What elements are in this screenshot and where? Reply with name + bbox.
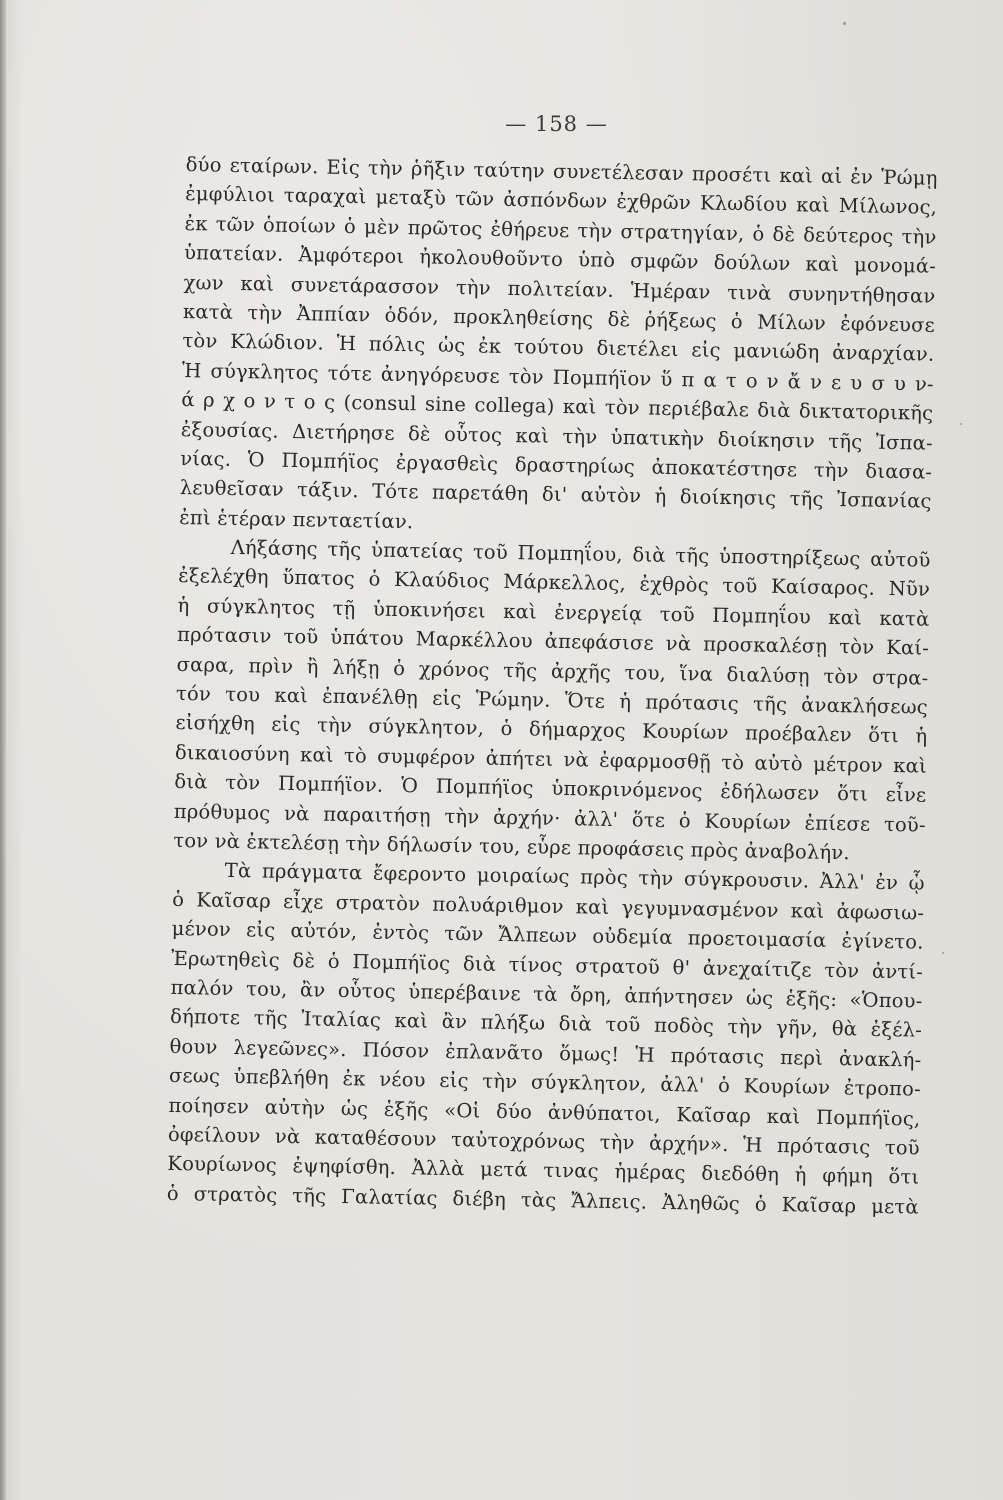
text-line: θουν λεγεῶνες». Πόσον ἐπλανᾶτο ὅμως! Ἡ πρότασις περὶ ἀνακλή- (169, 1034, 922, 1072)
text-line: ὁ Καῖσαρ εἶχε στρατὸν πολυάριθμον καὶ γεγυμνασμένον καὶ ἀφωσιω- (172, 887, 925, 925)
text-line: χων καὶ συνετάρασσον τὴν πολιτείαν. Ἡμέραν τινὰ συνηντήθησαν (183, 270, 936, 308)
paper-speck (942, 952, 944, 954)
body-text (167, 150, 938, 1222)
text-line: Κουρίωνος ἐψηφίσθη. Ἀλλὰ μετά τινας ἡμέρας διεδόθη ἡ φήμη ὅτι (167, 1152, 920, 1189)
paper-speck (843, 22, 846, 25)
text-line: νίας. Ὁ Πομπήϊος ἐργασθεὶς δραστηρίως ἀποκατέστησε τὴν διασα- (180, 446, 933, 484)
text-line: τὸν Κλώδιον. Ἡ πόλις ὡς ἐκ τούτου διετέλει εἰς μανιώδη ἀναρχίαν. (182, 329, 935, 367)
text-line: Ἐρωτηθεὶς δὲ ὁ Πομπήϊος διὰ τίνος στρατοῦ θ' ἀνεχαίτιζε τὸν ἀντί- (170, 946, 924, 984)
text-line: σαρα, πρὶν ἢ λήξῃ ὁ χρόνος τῆς ἀρχῆς του, ἵνα διαλύσῃ τὸν στρα- (176, 652, 929, 690)
text-line: διὰ τὸν Πομπήϊον. Ὁ Πομπήϊος ὑποκρινόμενος ἐδήλωσεν ὅτι εἶνε (174, 770, 927, 807)
text-line: ὁ στρατὸς τῆς Γαλατίας διέβη τὰς Ἄλπεις. Ἀληθῶς ὁ Καῖσαρ μετὰ (166, 1181, 919, 1219)
text-line: ά ρ χ ο ν τ ο ς (consul sine collega) καὶ τὸν περιέβαλε διὰ δικτατορικῆς (181, 388, 934, 425)
text-line: Λήξάσης τῆς ὑπατείας τοῦ Πομπηΐου, διὰ τῆς ὑποστηρίξεως αὐτοῦ (230, 535, 931, 572)
text-line: εἰσήχθη εἰς τὴν σύγκλητον, ὁ δήμαρχος Κουρίων προέβαλεν ὅτι ἡ (175, 711, 928, 749)
text-line: λευθεῖσαν τάξιν. Τότε παρετάθη δι' αὐτὸν ἡ διοίκησις τῆς Ἰσπανίας (179, 476, 932, 514)
text-line: πρόθυμος νὰ παραιτήσῃ τὴν ἀρχήν· ἀλλ' ὅτε ὁ Κουρίων ἐπίεσε τοῦ- (173, 799, 926, 837)
text-line: μένον εἰς αὐτόν, ἐντὸς τῶν Ἄλπεων οὐδεμία προετοιμασία ἐγίνετο. (171, 917, 924, 954)
text-line: ἐκ τῶν ὁποίων ὁ μὲν πρῶτος ἐθήρευε τὴν στρατηγίαν, ὁ δὲ δεύτερος τὴν (184, 211, 937, 249)
text-line: ποίησεν αὐτὴν ὡς ἑξῆς «Οἱ δύο ἀνθύπατοι, Καῖσαρ καὶ Πομπήϊος, (168, 1093, 921, 1131)
text-line: σεως ὑπεβλήθη ἐκ νέου εἰς τὴν σύγκλητον, ἀλλ' ὁ Κουρίων ἐτροπο- (168, 1063, 922, 1101)
page-number: — 158 — (505, 112, 608, 136)
text-line: κατὰ τὴν Ἀππίαν ὁδόν, προκληθείσης δὲ ῥήξεως ὁ Μίλων ἐφόνευσε (182, 299, 936, 337)
text-line: ἐπὶ ἑτέραν πενταετίαν. (179, 505, 414, 533)
text-line: ἡ σύγκλητος τῇ ὑποκινήσει καὶ ἐνεργείᾳ τοῦ Πομπηΐου καὶ κατὰ (177, 593, 930, 631)
text-line: Ἡ σύγκλητος τότε ἀνηγόρευσε τὸν Πομπήϊον ὕ π α τ ο ν ἄ ν ε υ σ υ ν- (181, 358, 935, 396)
text-line: ὀφείλουν νὰ καταθέσουν ταὐτοχρόνως τὴν ἀρχήν». Ἡ πρότασις τοῦ (167, 1122, 921, 1160)
paper-speck (960, 423, 962, 425)
text-line: ἐμφύλιοι ταραχαὶ μεταξὺ τῶν ἀσπόνδων ἐχθρῶν Κλωδίου καὶ Μίλωνος, (184, 182, 938, 220)
binding-edge (0, 0, 6, 1500)
text-line: δύο εταίρων. Εἰς τὴν ῥῆξιν ταύτην συνετέλεσαν προσέτι καὶ αἱ ἐν Ῥώμῃ (185, 152, 938, 190)
text-line: ἐξελέχθη ὕπατος ὁ Κλαύδιος Μάρκελλος, ἐχθρὸς τοῦ Καίσαρος. Νῦν (177, 564, 931, 602)
text-line: παλόν του, ἂν οὗτος ὑπερέβαινε τὰ ὄρη, ἀπήντησεν ὡς ἑξῆς: «Ὁπου- (170, 975, 923, 1013)
text-line: ἐξουσίας. Διετήρησε δὲ οὗτος καὶ τὴν ὑπατικὴν διοίκησιν τῆς Ἰσπα- (180, 417, 933, 455)
text-line: δικαιοσύνη καὶ τὸ συμφέρον ἀπήτει νὰ ἐφαρμοσθῇ τὸ αὐτὸ μέτρον καὶ (174, 740, 928, 778)
text-line: τον νὰ ἐκτελέσῃ τὴν δήλωσίν του, εὗρε προφάσεις πρὸς ἀναβολήν. (173, 828, 851, 865)
text-line: ὑπατείαν. Ἀμφότεροι ἠκολουθοῦντο ὑπὸ σμφῶν δούλων καὶ μονομά- (183, 241, 937, 278)
text-line: τόν του καὶ ἐπανέλθῃ εἰς Ῥώμην. Ὅτε ἡ πρότασις τῆς ἀνακλήσεως (175, 681, 929, 719)
text-line: δήποτε τῆς Ἰταλίας καὶ ἂν πλήξω διὰ τοῦ ποδὸς τὴν γῆν, θὰ ἐξέλ- (169, 1005, 923, 1042)
text-line: Τὰ πράγματα ἔφεροντο μοιραίως πρὸς τὴν σύγκρουσιν. Ἀλλ' ἐν ᾧ (224, 859, 925, 896)
text-line: πρότασιν τοῦ ὑπάτου Μαρκέλλου ἀπεφάσισε νὰ προσκαλέσῃ τὸν Καί- (176, 623, 930, 660)
